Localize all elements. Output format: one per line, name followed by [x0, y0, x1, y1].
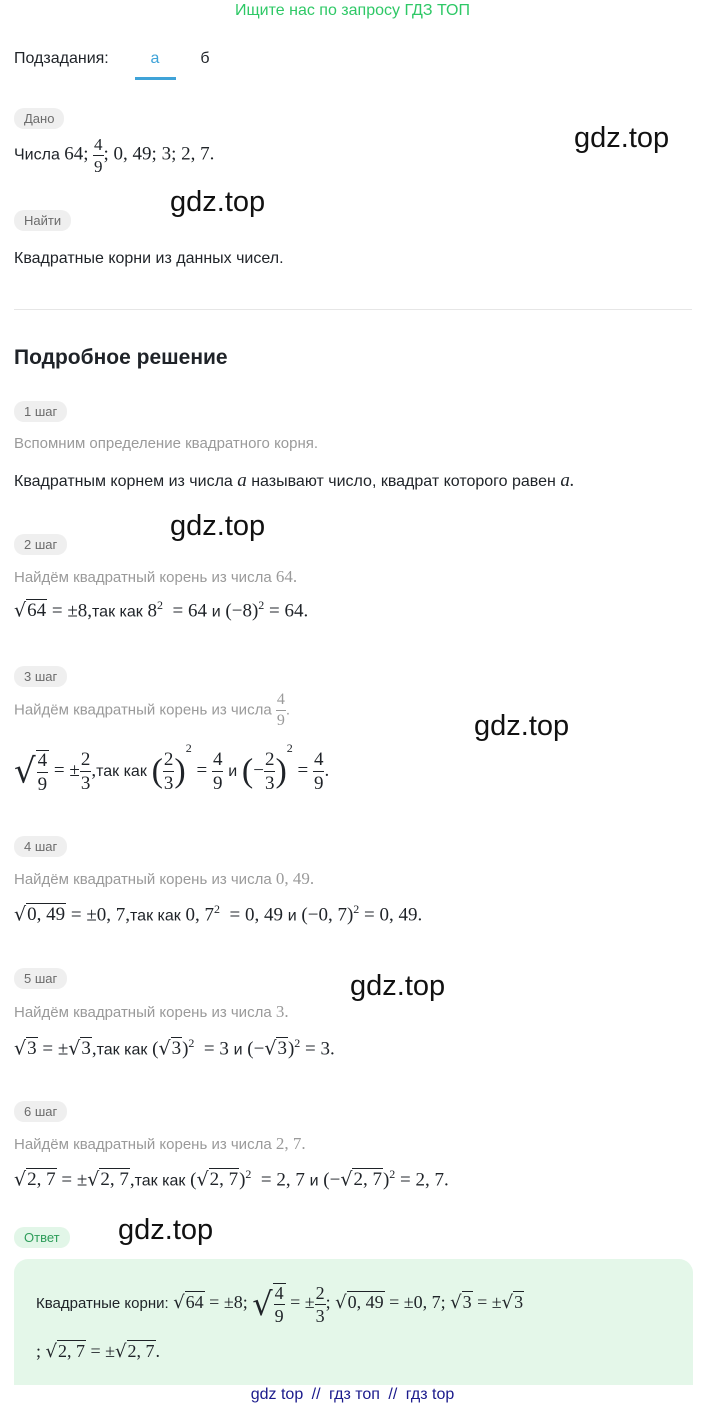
step-6-formula: √2, 7 = ±√2, 7,так как (√2, 7)$^2$ = 2, 7 и (−√2, 7)$^2$ = 2, 7. [14, 1167, 449, 1191]
step-1-var: a [237, 470, 247, 491]
top-banner: Ищите нас по запросу ГДЗ ТОП [235, 2, 470, 19]
watermark: gdz.top [118, 1214, 214, 1246]
step-5-hint: Найдём квадратный корень из числа 3. [14, 1002, 289, 1021]
footer-link-1[interactable]: gdz top [250, 1386, 304, 1403]
watermark: gdz.top [474, 710, 570, 742]
step-1-definition [14, 470, 575, 492]
given-num-64: 64; [64, 143, 89, 165]
answer-chip: Ответ [14, 1227, 70, 1248]
step-2-chip: 2 шаг [14, 534, 67, 555]
given-prefix: Числа [14, 146, 60, 164]
subtasks-label: Подзадания: [14, 50, 109, 67]
step-2-hint: Найдём квадратный корень из числа 64. [14, 567, 298, 586]
step-5-formula: √3 = ±√3,так как $(√3)^2 = 3$ и $(-√3)^2 = 3$. [14, 1036, 335, 1060]
watermark: gdz.top [574, 122, 670, 154]
find-text: Квадратные корни из данных чисел. [14, 250, 284, 267]
given-fraction [93, 136, 104, 175]
step-3-formula: √ $\frac{4}{9}$ = ± $\frac{2}{3}$ ,так как ( $\frac{2}{3}$ )$^2$ = $\frac{4}{9}$ и (− $\frac{2}{3}$ )$^2$ = $\frac{4}{9}$ . [14, 741, 330, 795]
footer-link-2[interactable]: гдз топ [329, 1386, 380, 1403]
solution-title: Подробное решение [14, 346, 228, 369]
given-chip: Дано [14, 108, 64, 129]
tab-b[interactable]: б [200, 50, 210, 67]
step-1-text-b: называют число, квадрат которого равен [251, 473, 556, 490]
find-chip: Найти [14, 210, 71, 231]
watermark: gdz.top [170, 186, 266, 218]
step-3-chip: 3 шаг [14, 666, 67, 687]
step-4-formula: √0, 49 = ±0, 7,так как 0, $7^2 = 0$, 49 и (−0, 7)$^2$ = 0, 49. [14, 902, 423, 926]
answer-line-1: Квадратные корни: √64 = ±8; √ $\frac{4}{9}$ = ± $\frac{2}{3}$ ; √0, 49 = ±0, 7; √3 = ±√3 [36, 1282, 524, 1326]
footer-link-3[interactable]: гдз top [405, 1386, 455, 1403]
watermark: gdz.top [170, 510, 266, 542]
step-6-hint: Найдём квадратный корень из числа 2, 7. [14, 1134, 306, 1153]
step-5-chip: 5 шаг [14, 968, 67, 989]
given-line [14, 136, 214, 175]
step-3-hint: Найдём квадратный корень из числа $\frac{4}{9}$ . [14, 691, 291, 729]
divider [14, 309, 692, 310]
step-1-chip: 1 шаг [14, 401, 67, 422]
step-1-hint: Вспомним определение квадратного корня. [14, 435, 319, 452]
tab-a[interactable]: а [150, 50, 160, 67]
footer-links [0, 1386, 705, 1404]
step-1-text-a: Квадратным корнем из числа [14, 473, 233, 490]
watermark: gdz.top [350, 970, 446, 1002]
step-2-formula: √64 = ±8,так как $8^2 = 64$ и $(-8)^2 = 64$. [14, 598, 309, 622]
given-fraction-numerator: 4 [94, 135, 103, 154]
step-4-hint: Найдём квадратный корень из числа 0, 49. [14, 869, 315, 888]
step-4-chip: 4 шаг [14, 836, 67, 857]
step-1-end: a. [560, 470, 575, 491]
step-6-chip: 6 шаг [14, 1101, 67, 1122]
active-tab-underline [135, 77, 176, 80]
footer-sep: // [311, 1386, 321, 1403]
given-rest: ; 0, 49; 3; 2, 7. [103, 143, 215, 165]
answer-line-2: ; √2, 7 = ±√2, 7. [36, 1341, 161, 1362]
given-fraction-denominator: 9 [94, 157, 103, 176]
footer-sep: // [388, 1386, 398, 1403]
